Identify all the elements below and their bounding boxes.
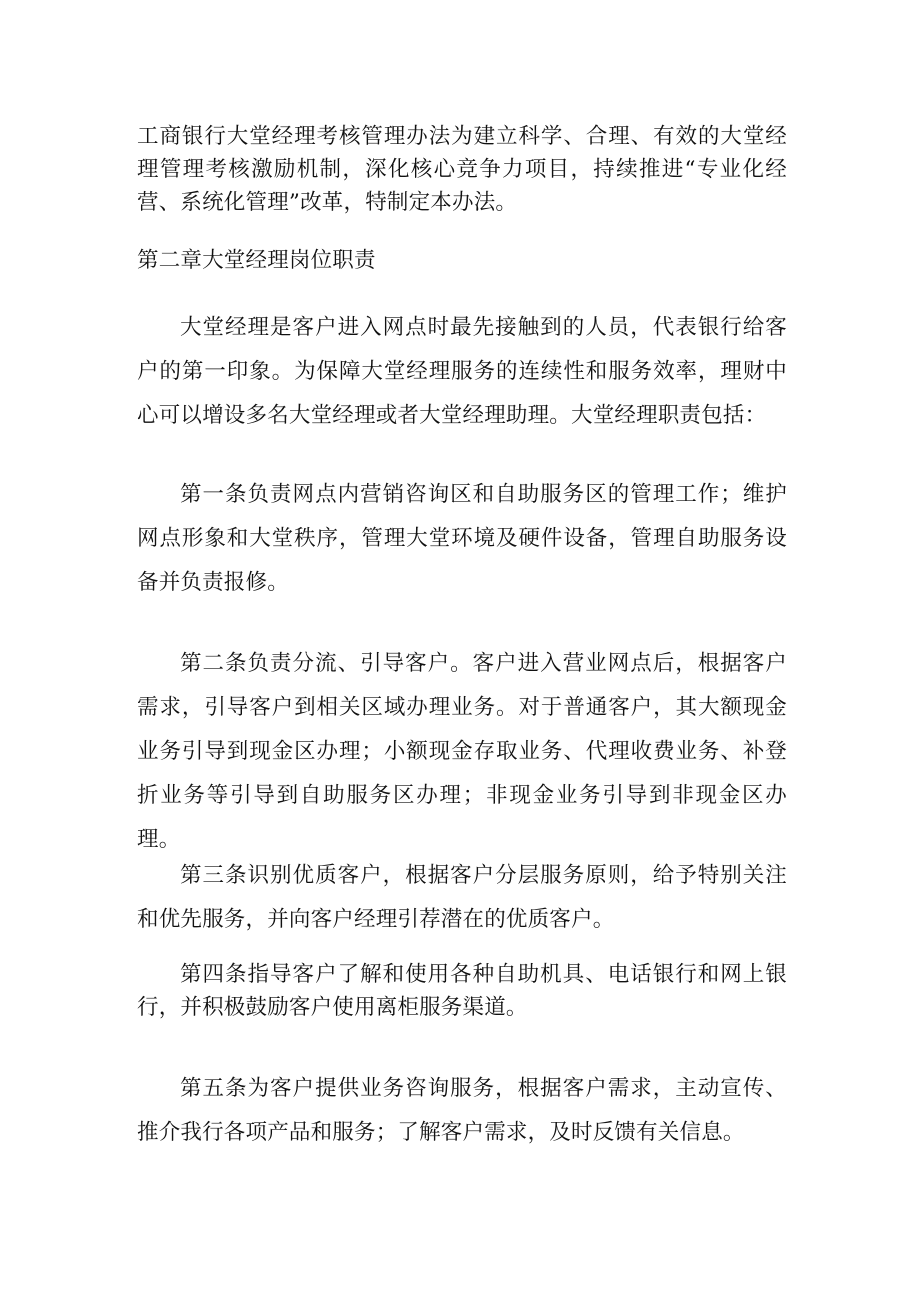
body-paragraph-article-1: 第一条负责网点内营销咨询区和自助服务区的管理工作；维护网点形象和大堂秩序，管理大堂环境及硬件设备，管理自助服务设备并负责报修。 (137, 482, 787, 595)
chapter-heading: 第二章大堂经理岗位职责 (137, 248, 376, 273)
body-paragraph-article-2: 第二条负责分流、引导客户。客户进入营业网点后，根据客户需求，引导客户到相关区域办理业务。对于普通客户，其大额现金业务引导到现金区办理；小额现金存取业务、代理收费业务、补登折业务等引导到自助服务区办理；非现金业务引导到非现金区办理。 (137, 651, 787, 852)
body-paragraph-duties-overview: 大堂经理是客户进入网点时最先接触到的人员，代表银行给客户的第一印象。为保障大堂经理服务的连续性和服务效率，理财中心可以增设多名大堂经理或者大堂经理助理。大堂经理职责包括： (137, 315, 787, 428)
intro-paragraph: 工商银行大堂经理考核管理办法为建立科学、合理、有效的大堂经理管理考核激励机制，深化核心竞争力项目，持续推进“专业化经营、系统化管理”改革，特制定本办法。 (137, 124, 787, 215)
body-paragraph-article-4: 第四条指导客户了解和使用各种自助机具、电话银行和网上银行，并积极鼓励客户使用离柜服务渠道。 (137, 962, 787, 1020)
body-paragraph-article-3: 第三条识别优质客户，根据客户分层服务原则，给予特别关注和优先服务，并向客户经理引荐潜在的优质客户。 (137, 863, 787, 932)
body-paragraph-article-5: 第五条为客户提供业务咨询服务，根据客户需求，主动宣传、推介我行各项产品和服务；了解客户需求，及时反馈有关信息。 (137, 1076, 787, 1145)
